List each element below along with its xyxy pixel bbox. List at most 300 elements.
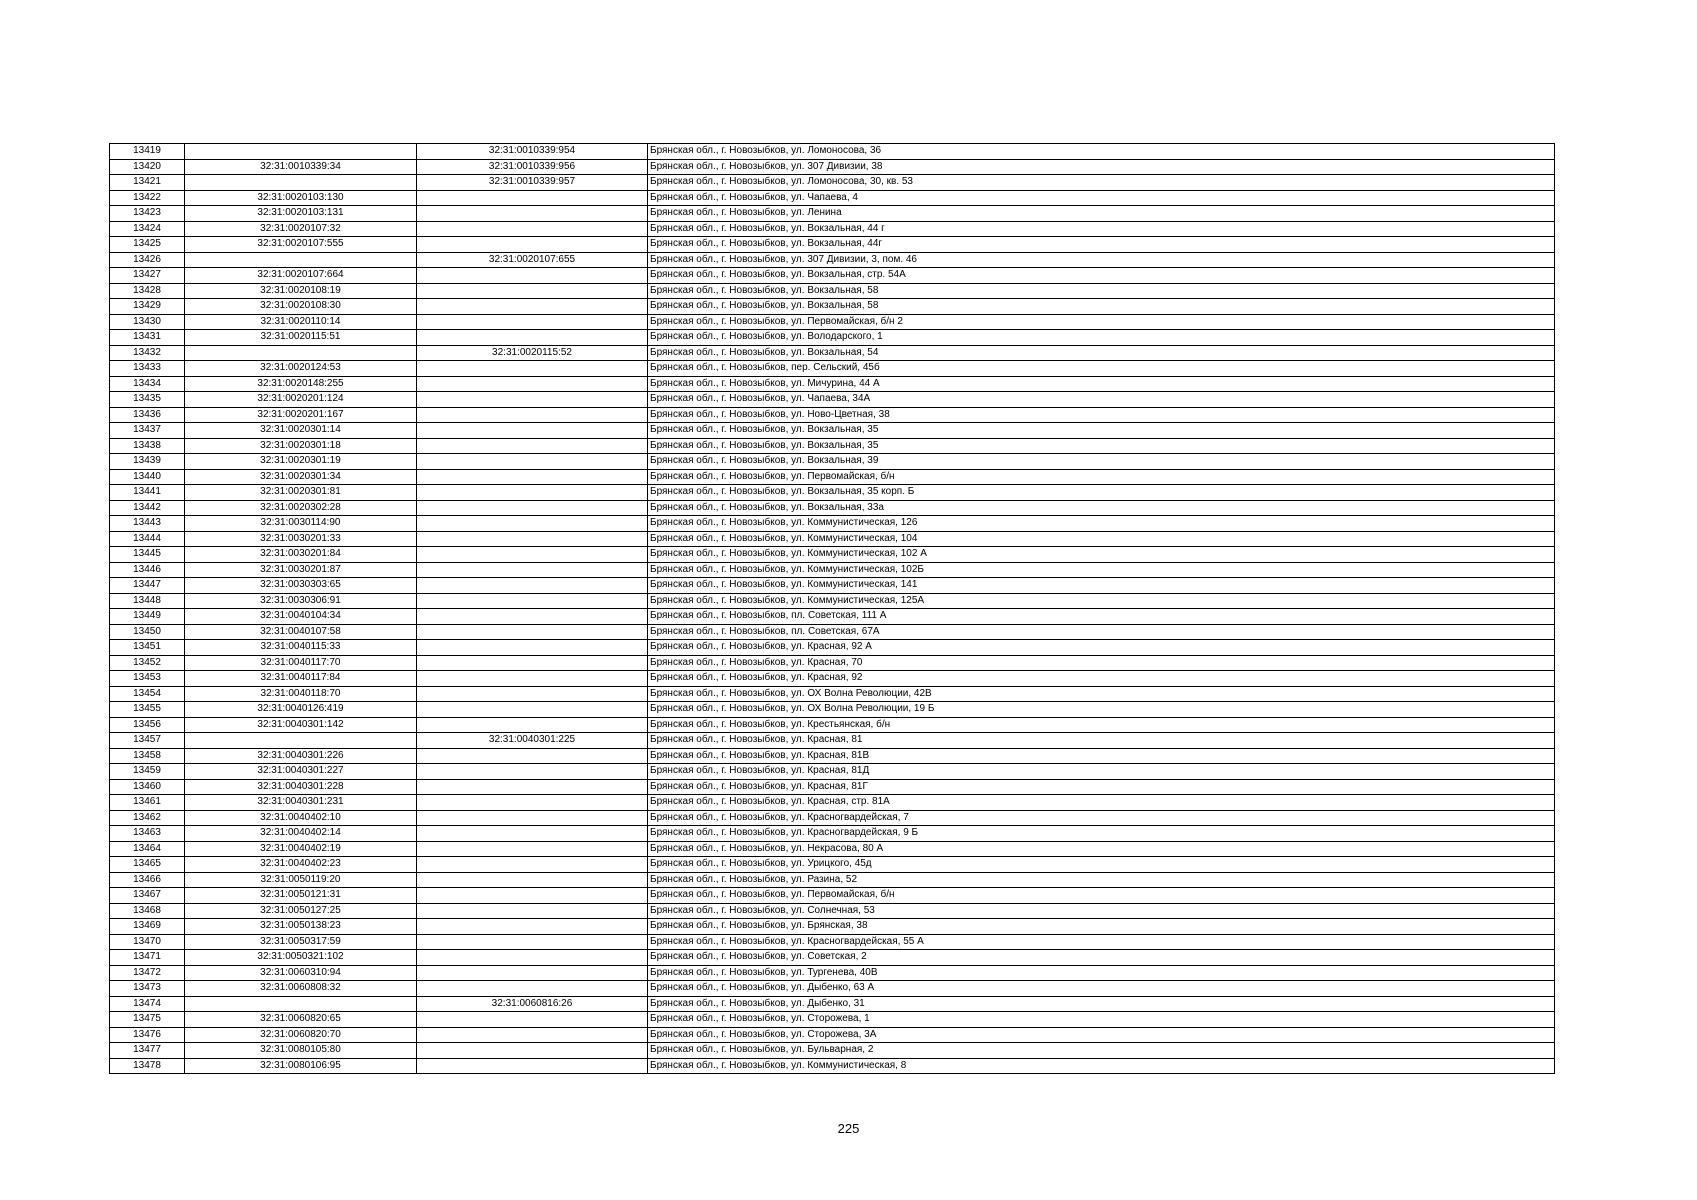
table-row (110, 826, 1555, 842)
address-cell: Брянская обл., г. Новозыбков, ул. Красная, 92 А (648, 640, 1555, 656)
cadastral-number-cell: 32:31:0020108:19 (185, 283, 417, 299)
address-cell: Брянская обл., г. Новозыбков, ул. Ленина (648, 206, 1555, 222)
address-cell: Брянская обл., г. Новозыбков, ул. Красногвардейская, 9 Б (648, 826, 1555, 842)
address-cell: Брянская обл., г. Новозыбков, ул. Вокзальная, 35 (648, 438, 1555, 454)
address-cell: Брянская обл., г. Новозыбков, ул. Красная, стр. 81А (648, 795, 1555, 811)
table-row (110, 934, 1555, 950)
cadastral-number-alt-cell: 32:31:0040301:225 (417, 733, 648, 749)
cadastral-number-alt-cell (417, 934, 648, 950)
cadastral-number-cell (185, 996, 417, 1012)
table-row (110, 717, 1555, 733)
cadastral-number-cell: 32:31:0030201:33 (185, 531, 417, 547)
table-row (110, 950, 1555, 966)
table-row (110, 996, 1555, 1012)
row-number-cell: 13457 (110, 733, 185, 749)
cadastral-number-cell: 32:31:0020302:28 (185, 500, 417, 516)
cadastral-number-cell: 32:31:0050119:20 (185, 872, 417, 888)
table-row (110, 609, 1555, 625)
cadastral-number-alt-cell (417, 686, 648, 702)
address-cell: Брянская обл., г. Новозыбков, ул. Чапаева, 34А (648, 392, 1555, 408)
cadastral-number-cell: 32:31:0030306:91 (185, 593, 417, 609)
cadastral-number-alt-cell (417, 485, 648, 501)
table-row (110, 190, 1555, 206)
table-row (110, 423, 1555, 439)
table-row (110, 562, 1555, 578)
cadastral-number-alt-cell (417, 748, 648, 764)
cadastral-number-cell: 32:31:0010339:34 (185, 159, 417, 175)
address-cell: Брянская обл., г. Новозыбков, ул. ОХ Волна Революции, 19 Б (648, 702, 1555, 718)
table-row (110, 299, 1555, 315)
table-row (110, 655, 1555, 671)
cadastral-number-alt-cell (417, 314, 648, 330)
table-row (110, 888, 1555, 904)
cadastral-number-alt-cell (417, 702, 648, 718)
table-row (110, 686, 1555, 702)
cadastral-number-alt-cell (417, 1012, 648, 1028)
cadastral-number-cell (185, 144, 417, 160)
cadastral-number-cell: 32:31:0020301:34 (185, 469, 417, 485)
row-number-cell: 13468 (110, 903, 185, 919)
cadastral-number-alt-cell (417, 857, 648, 873)
address-cell: Брянская обл., г. Новозыбков, ул. Ломоносова, 30, кв. 53 (648, 175, 1555, 191)
cadastral-number-alt-cell (417, 671, 648, 687)
row-number-cell: 13462 (110, 810, 185, 826)
cadastral-number-alt-cell (417, 981, 648, 997)
cadastral-number-cell: 32:31:0020107:32 (185, 221, 417, 237)
cadastral-number-cell: 32:31:0020107:664 (185, 268, 417, 284)
cadastral-number-alt-cell (417, 779, 648, 795)
row-number-cell: 13466 (110, 872, 185, 888)
cadastral-number-alt-cell (417, 717, 648, 733)
cadastral-number-alt-cell (417, 609, 648, 625)
row-number-cell: 13470 (110, 934, 185, 950)
address-cell: Брянская обл., г. Новозыбков, ул. Крестьянская, б/н (648, 717, 1555, 733)
cadastral-number-alt-cell (417, 531, 648, 547)
cadastral-number-alt-cell (417, 206, 648, 222)
cadastral-number-alt-cell (417, 764, 648, 780)
cadastral-number-alt-cell (417, 438, 648, 454)
cadastral-number-alt-cell (417, 872, 648, 888)
cadastral-number-cell: 32:31:0040117:70 (185, 655, 417, 671)
row-number-cell: 13428 (110, 283, 185, 299)
row-number-cell: 13448 (110, 593, 185, 609)
cadastral-number-cell: 32:31:0020201:167 (185, 407, 417, 423)
row-number-cell: 13454 (110, 686, 185, 702)
row-number-cell: 13420 (110, 159, 185, 175)
address-cell: Брянская обл., г. Новозыбков, ул. Чапаева, 4 (648, 190, 1555, 206)
row-number-cell: 13478 (110, 1058, 185, 1074)
cadastral-number-alt-cell: 32:31:0020107:655 (417, 252, 648, 268)
row-number-cell: 13435 (110, 392, 185, 408)
address-cell: Брянская обл., г. Новозыбков, ул. Первомайская, б/н (648, 888, 1555, 904)
cadastral-number-alt-cell (417, 1058, 648, 1074)
table-row (110, 671, 1555, 687)
address-cell: Брянская обл., г. Новозыбков, ул. Тургенева, 40В (648, 965, 1555, 981)
address-cell: Брянская обл., г. Новозыбков, ул. Вокзальная, стр. 54А (648, 268, 1555, 284)
address-cell: Брянская обл., г. Новозыбков, ул. Урицкого, 45д (648, 857, 1555, 873)
row-number-cell: 13472 (110, 965, 185, 981)
address-cell: Брянская обл., г. Новозыбков, ул. ОХ Волна Революции, 42В (648, 686, 1555, 702)
row-number-cell: 13441 (110, 485, 185, 501)
table-row (110, 454, 1555, 470)
row-number-cell: 13436 (110, 407, 185, 423)
address-cell: Брянская обл., г. Новозыбков, ул. Володарского, 1 (648, 330, 1555, 346)
cadastral-number-alt-cell (417, 1043, 648, 1059)
cadastral-number-cell: 32:31:0020107:555 (185, 237, 417, 253)
address-cell: Брянская обл., г. Новозыбков, пл. Советская, 111 А (648, 609, 1555, 625)
table-row (110, 1058, 1555, 1074)
row-number-cell: 13426 (110, 252, 185, 268)
table-row (110, 965, 1555, 981)
table-row (110, 903, 1555, 919)
table-row (110, 268, 1555, 284)
address-cell: Брянская обл., г. Новозыбков, ул. Солнечная, 53 (648, 903, 1555, 919)
row-number-cell: 13423 (110, 206, 185, 222)
table-row (110, 361, 1555, 377)
cadastral-number-alt-cell (417, 500, 648, 516)
cadastral-number-cell: 32:31:0020115:51 (185, 330, 417, 346)
cadastral-number-cell: 32:31:0030114:90 (185, 516, 417, 532)
cadastral-number-alt-cell (417, 640, 648, 656)
address-cell: Брянская обл., г. Новозыбков, ул. Сторожева, 3А (648, 1027, 1555, 1043)
row-number-cell: 13471 (110, 950, 185, 966)
table-row (110, 159, 1555, 175)
table-row (110, 376, 1555, 392)
table-row (110, 221, 1555, 237)
address-cell: Брянская обл., г. Новозыбков, ул. Сторожева, 1 (648, 1012, 1555, 1028)
row-number-cell: 13475 (110, 1012, 185, 1028)
cadastral-number-cell: 32:31:0030303:65 (185, 578, 417, 594)
table-row (110, 593, 1555, 609)
cadastral-number-alt-cell: 32:31:0020115:52 (417, 345, 648, 361)
cadastral-number-cell: 32:31:0040402:10 (185, 810, 417, 826)
address-cell: Брянская обл., г. Новозыбков, ул. Красная, 70 (648, 655, 1555, 671)
cadastral-number-alt-cell (417, 578, 648, 594)
address-cell: Брянская обл., г. Новозыбков, пл. Советская, 67А (648, 624, 1555, 640)
row-number-cell: 13477 (110, 1043, 185, 1059)
table-row (110, 485, 1555, 501)
address-cell: Брянская обл., г. Новозыбков, ул. Брянская, 38 (648, 919, 1555, 935)
cadastral-number-alt-cell: 32:31:0010339:957 (417, 175, 648, 191)
row-number-cell: 13459 (110, 764, 185, 780)
cadastral-number-alt-cell: 32:31:0010339:956 (417, 159, 648, 175)
cadastral-number-cell: 32:31:0080105:80 (185, 1043, 417, 1059)
cadastral-number-cell: 32:31:0030201:87 (185, 562, 417, 578)
address-cell: Брянская обл., г. Новозыбков, ул. Ломоносова, 36 (648, 144, 1555, 160)
row-number-cell: 13422 (110, 190, 185, 206)
cadastral-number-alt-cell (417, 795, 648, 811)
table-row (110, 407, 1555, 423)
table-row (110, 144, 1555, 160)
row-number-cell: 13439 (110, 454, 185, 470)
cadastral-number-cell: 32:31:0040107:58 (185, 624, 417, 640)
table-row (110, 500, 1555, 516)
row-number-cell: 13451 (110, 640, 185, 656)
table-row (110, 857, 1555, 873)
cadastral-number-cell: 32:31:0060310:94 (185, 965, 417, 981)
address-cell: Брянская обл., г. Новозыбков, ул. Коммунистическая, 125А (648, 593, 1555, 609)
cadastral-number-cell (185, 175, 417, 191)
table-row (110, 1043, 1555, 1059)
table-row (110, 314, 1555, 330)
address-cell: Брянская обл., г. Новозыбков, ул. Вокзальная, 44г (648, 237, 1555, 253)
cadastral-number-alt-cell (417, 469, 648, 485)
cadastral-number-cell: 32:31:0020108:30 (185, 299, 417, 315)
cadastral-number-alt-cell (417, 841, 648, 857)
row-number-cell: 13450 (110, 624, 185, 640)
row-number-cell: 13461 (110, 795, 185, 811)
row-number-cell: 13452 (110, 655, 185, 671)
address-cell: Брянская обл., г. Новозыбков, ул. Вокзальная, 58 (648, 283, 1555, 299)
table-row (110, 206, 1555, 222)
address-cell: Брянская обл., г. Новозыбков, ул. Красногвардейская, 55 А (648, 934, 1555, 950)
address-cell: Брянская обл., г. Новозыбков, ул. 307 Дивизии, 3, пом. 46 (648, 252, 1555, 268)
cadastral-number-cell: 32:31:0030201:84 (185, 547, 417, 563)
row-number-cell: 13430 (110, 314, 185, 330)
cadastral-number-alt-cell (417, 810, 648, 826)
table-row (110, 640, 1555, 656)
cadastral-number-cell: 32:31:0040115:33 (185, 640, 417, 656)
cadastral-number-alt-cell (417, 903, 648, 919)
address-cell: Брянская обл., г. Новозыбков, ул. Дыбенко, 31 (648, 996, 1555, 1012)
row-number-cell: 13469 (110, 919, 185, 935)
address-cell: Брянская обл., г. Новозыбков, ул. Вокзальная, 35 (648, 423, 1555, 439)
cadastral-number-cell: 32:31:0050138:23 (185, 919, 417, 935)
row-number-cell: 13444 (110, 531, 185, 547)
cadastral-number-alt-cell (417, 268, 648, 284)
cadastral-number-cell: 32:31:0020110:14 (185, 314, 417, 330)
cadastral-number-cell: 32:31:0050121:31 (185, 888, 417, 904)
address-cell: Брянская обл., г. Новозыбков, ул. Красная, 81 (648, 733, 1555, 749)
cadastral-number-cell: 32:31:0040301:231 (185, 795, 417, 811)
cadastral-number-cell (185, 252, 417, 268)
row-number-cell: 13473 (110, 981, 185, 997)
table-row (110, 547, 1555, 563)
row-number-cell: 13456 (110, 717, 185, 733)
address-cell: Брянская обл., г. Новозыбков, ул. Коммунистическая, 104 (648, 531, 1555, 547)
cadastral-number-cell: 32:31:0040301:142 (185, 717, 417, 733)
row-number-cell: 13429 (110, 299, 185, 315)
address-cell: Брянская обл., г. Новозыбков, ул. Красногвардейская, 7 (648, 810, 1555, 826)
row-number-cell: 13460 (110, 779, 185, 795)
cadastral-number-cell: 32:31:0020301:81 (185, 485, 417, 501)
row-number-cell: 13453 (110, 671, 185, 687)
address-cell: Брянская обл., г. Новозыбков, ул. Коммунистическая, 102Б (648, 562, 1555, 578)
cadastral-number-alt-cell (417, 221, 648, 237)
address-cell: Брянская обл., г. Новозыбков, ул. Первомайская, б/н 2 (648, 314, 1555, 330)
cadastral-number-cell: 32:31:0040402:14 (185, 826, 417, 842)
address-cell: Брянская обл., г. Новозыбков, ул. Коммунистическая, 126 (648, 516, 1555, 532)
address-cell: Брянская обл., г. Новозыбков, ул. Бульварная, 2 (648, 1043, 1555, 1059)
row-number-cell: 13442 (110, 500, 185, 516)
row-number-cell: 13455 (110, 702, 185, 718)
row-number-cell: 13463 (110, 826, 185, 842)
address-cell: Брянская обл., г. Новозыбков, ул. Разина, 52 (648, 872, 1555, 888)
table-row (110, 810, 1555, 826)
table-row (110, 252, 1555, 268)
cadastral-number-alt-cell (417, 516, 648, 532)
cadastral-number-cell: 32:31:0040118:70 (185, 686, 417, 702)
cadastral-number-alt-cell (417, 392, 648, 408)
table-row (110, 624, 1555, 640)
cadastral-number-alt-cell (417, 919, 648, 935)
table-row (110, 748, 1555, 764)
cadastral-number-cell: 32:31:0040402:23 (185, 857, 417, 873)
cadastral-number-cell: 32:31:0050321:102 (185, 950, 417, 966)
cadastral-number-cell: 32:31:0020103:130 (185, 190, 417, 206)
cadastral-number-alt-cell (417, 593, 648, 609)
cadastral-number-alt-cell (417, 299, 648, 315)
row-number-cell: 13464 (110, 841, 185, 857)
address-cell: Брянская обл., г. Новозыбков, ул. Вокзальная, 54 (648, 345, 1555, 361)
row-number-cell: 13449 (110, 609, 185, 625)
table-row (110, 872, 1555, 888)
address-cell: Брянская обл., г. Новозыбков, ул. Красная, 81Г (648, 779, 1555, 795)
row-number-cell: 13419 (110, 144, 185, 160)
address-cell: Брянская обл., г. Новозыбков, ул. Некрасова, 80 А (648, 841, 1555, 857)
cadastral-number-cell: 32:31:0020301:14 (185, 423, 417, 439)
row-number-cell: 13440 (110, 469, 185, 485)
cadastral-number-alt-cell (417, 330, 648, 346)
cadastral-number-alt-cell (417, 283, 648, 299)
row-number-cell: 13465 (110, 857, 185, 873)
table-row (110, 330, 1555, 346)
row-number-cell: 13467 (110, 888, 185, 904)
cadastral-number-cell: 32:31:0040402:19 (185, 841, 417, 857)
cadastral-number-alt-cell (417, 190, 648, 206)
cadastral-number-alt-cell (417, 655, 648, 671)
row-number-cell: 13425 (110, 237, 185, 253)
address-cell: Брянская обл., г. Новозыбков, ул. Мичурина, 44 А (648, 376, 1555, 392)
cadastral-number-cell: 32:31:0050317:59 (185, 934, 417, 950)
table-row (110, 764, 1555, 780)
cadastral-number-alt-cell (417, 950, 648, 966)
cadastral-number-alt-cell (417, 1027, 648, 1043)
address-cell: Брянская обл., г. Новозыбков, ул. Вокзальная, 44 г (648, 221, 1555, 237)
cadastral-number-cell: 32:31:0060808:32 (185, 981, 417, 997)
table-row (110, 469, 1555, 485)
cadastral-number-cell: 32:31:0040301:226 (185, 748, 417, 764)
cadastral-number-alt-cell (417, 376, 648, 392)
cadastral-number-alt-cell (417, 562, 648, 578)
table-row (110, 345, 1555, 361)
address-cell: Брянская обл., г. Новозыбков, ул. Красная, 81Д (648, 764, 1555, 780)
cadastral-number-cell (185, 345, 417, 361)
address-cell: Брянская обл., г. Новозыбков, ул. Вокзальная, 39 (648, 454, 1555, 470)
table-row (110, 795, 1555, 811)
table-row (110, 283, 1555, 299)
cadastral-number-cell: 32:31:0060820:65 (185, 1012, 417, 1028)
cadastral-number-alt-cell (417, 965, 648, 981)
cadastral-number-alt-cell (417, 826, 648, 842)
cadastral-number-cell: 32:31:0020103:131 (185, 206, 417, 222)
cadastral-number-cell: 32:31:0020201:124 (185, 392, 417, 408)
row-number-cell: 13427 (110, 268, 185, 284)
cadastral-number-cell: 32:31:0040301:227 (185, 764, 417, 780)
table-row (110, 981, 1555, 997)
row-number-cell: 13443 (110, 516, 185, 532)
table-body (110, 144, 1555, 1074)
cadastral-number-cell: 32:31:0020148:255 (185, 376, 417, 392)
cadastral-number-cell: 32:31:0050127:25 (185, 903, 417, 919)
table-row (110, 438, 1555, 454)
row-number-cell: 13433 (110, 361, 185, 377)
cadastral-number-cell: 32:31:0080106:95 (185, 1058, 417, 1074)
row-number-cell: 13476 (110, 1027, 185, 1043)
address-cell: Брянская обл., г. Новозыбков, ул. Ново-Цветная, 38 (648, 407, 1555, 423)
cadastral-number-alt-cell: 32:31:0060816:26 (417, 996, 648, 1012)
cadastral-number-alt-cell (417, 423, 648, 439)
table-row (110, 392, 1555, 408)
table-row (110, 516, 1555, 532)
address-cell: Брянская обл., г. Новозыбков, ул. Красная, 92 (648, 671, 1555, 687)
cadastral-number-alt-cell (417, 237, 648, 253)
cadastral-number-alt-cell (417, 454, 648, 470)
cadastral-number-alt-cell (417, 624, 648, 640)
cadastral-number-cell (185, 733, 417, 749)
row-number-cell: 13445 (110, 547, 185, 563)
table-row (110, 733, 1555, 749)
address-cell: Брянская обл., г. Новозыбков, ул. Дыбенко, 63 А (648, 981, 1555, 997)
address-cell: Брянская обл., г. Новозыбков, ул. Вокзальная, 33а (648, 500, 1555, 516)
address-cell: Брянская обл., г. Новозыбков, ул. Коммунистическая, 141 (648, 578, 1555, 594)
table-row (110, 531, 1555, 547)
address-cell: Брянская обл., г. Новозыбков, ул. Коммунистическая, 102 А (648, 547, 1555, 563)
table-row (110, 841, 1555, 857)
row-number-cell: 13447 (110, 578, 185, 594)
row-number-cell: 13434 (110, 376, 185, 392)
table-row (110, 578, 1555, 594)
row-number-cell: 13432 (110, 345, 185, 361)
cadastral-number-cell: 32:31:0020124:53 (185, 361, 417, 377)
cadastral-number-cell: 32:31:0040301:228 (185, 779, 417, 795)
row-number-cell: 13424 (110, 221, 185, 237)
address-cell: Брянская обл., г. Новозыбков, пер. Сельский, 45б (648, 361, 1555, 377)
address-cell: Брянская обл., г. Новозыбков, ул. Советская, 2 (648, 950, 1555, 966)
page-number: 225 (837, 1121, 860, 1136)
address-cell: Брянская обл., г. Новозыбков, ул. 307 Дивизии, 38 (648, 159, 1555, 175)
table-row (110, 1012, 1555, 1028)
cadastral-number-alt-cell (417, 888, 648, 904)
table-row (110, 919, 1555, 935)
row-number-cell: 13421 (110, 175, 185, 191)
row-number-cell: 13438 (110, 438, 185, 454)
cadastral-number-alt-cell (417, 361, 648, 377)
cadastral-number-cell: 32:31:0020301:19 (185, 454, 417, 470)
address-cell: Брянская обл., г. Новозыбков, ул. Вокзальная, 58 (648, 299, 1555, 315)
row-number-cell: 13431 (110, 330, 185, 346)
cadastral-number-cell: 32:31:0040117:84 (185, 671, 417, 687)
address-cell: Брянская обл., г. Новозыбков, ул. Коммунистическая, 8 (648, 1058, 1555, 1074)
registry-table (109, 143, 1555, 1074)
row-number-cell: 13474 (110, 996, 185, 1012)
cadastral-number-cell: 32:31:0040126:419 (185, 702, 417, 718)
address-cell: Брянская обл., г. Новозыбков, ул. Вокзальная, 35 корп. Б (648, 485, 1555, 501)
cadastral-number-cell: 32:31:0040104:34 (185, 609, 417, 625)
cadastral-number-alt-cell (417, 547, 648, 563)
table-row (110, 779, 1555, 795)
row-number-cell: 13458 (110, 748, 185, 764)
row-number-cell: 13437 (110, 423, 185, 439)
cadastral-number-cell: 32:31:0060820:70 (185, 1027, 417, 1043)
address-cell: Брянская обл., г. Новозыбков, ул. Красная, 81В (648, 748, 1555, 764)
cadastral-number-alt-cell: 32:31:0010339:954 (417, 144, 648, 160)
table-row (110, 175, 1555, 191)
table-row (110, 237, 1555, 253)
row-number-cell: 13446 (110, 562, 185, 578)
cadastral-number-cell: 32:31:0020301:18 (185, 438, 417, 454)
address-cell: Брянская обл., г. Новозыбков, ул. Первомайская, б/н (648, 469, 1555, 485)
